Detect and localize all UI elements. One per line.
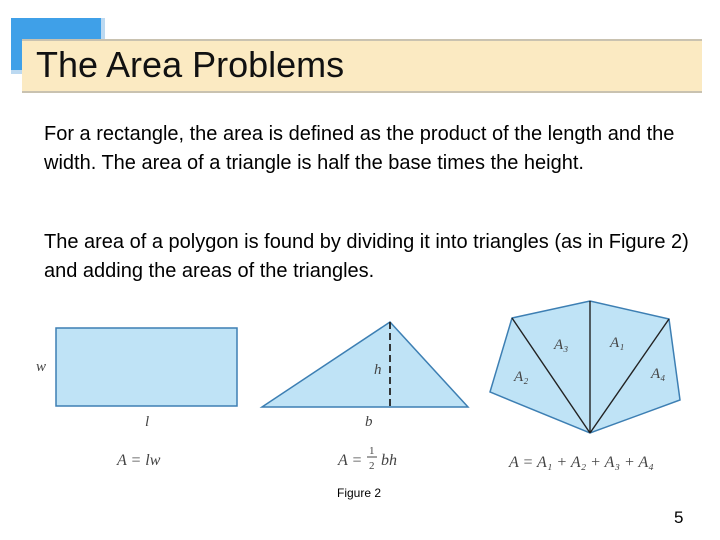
polygon-label-a1: A₂	[514, 369, 529, 385]
rectangle-length-label: l	[145, 414, 150, 430]
triangle-shape	[262, 322, 468, 407]
page-number: 5	[674, 508, 684, 527]
triangle-fraction-denominator: 2	[369, 460, 375, 472]
paragraph-rectangle-triangle: For a rectangle, the area is defined as the product of the length and the width. The area of a triangle is half the base times the height.	[44, 123, 675, 174]
polygon-label-a4: A₄	[651, 366, 666, 382]
triangle-formula-rhs: bh	[381, 452, 397, 469]
triangle-height-label: h	[374, 362, 382, 378]
triangle-formula-lhs: A =	[338, 452, 363, 469]
triangle-base-label: b	[365, 414, 373, 430]
triangle-fraction-numerator: 1	[369, 445, 375, 457]
figure-caption: Figure 2	[337, 486, 382, 500]
paragraph-polygon: The area of a polygon is found by dividing it into triangles (as in Figure 2) and adding the areas of the triangles.	[44, 231, 689, 282]
polygon-label-a2: A₃	[554, 337, 569, 353]
rectangle-width-label: w	[36, 359, 47, 375]
slide-title: The Area Problems	[36, 44, 345, 85]
rectangle-shape	[56, 328, 237, 406]
rectangle-area-formula: A = lw	[117, 452, 161, 469]
polygon-area-formula: A = A₁ + A₂ + A₃ + A₄	[509, 454, 654, 471]
polygon-label-a3: A₁	[610, 335, 625, 351]
